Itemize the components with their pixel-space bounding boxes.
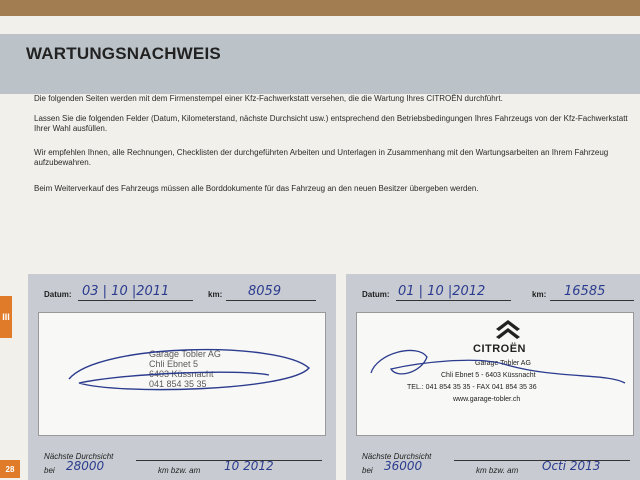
page-number: 28 bbox=[0, 460, 20, 478]
signature-scribble bbox=[39, 313, 325, 435]
km-value: 16585 bbox=[564, 284, 606, 299]
km-label: km: bbox=[208, 290, 223, 299]
date-value: 01 | 10 |2012 bbox=[398, 284, 486, 299]
paragraph-2: Lassen Sie die folgenden Felder (Datum, Kilometerstand, nächste Durchsicht usw.) entsprechend den Betriebsbedingungen Ihres Fahrzeugs von der Kfz-Fachwerkstatt Ihrer Wahl ausfüllen. bbox=[34, 114, 628, 133]
km-value: 8059 bbox=[248, 284, 282, 299]
km-label: km: bbox=[532, 290, 547, 299]
signature-scribble bbox=[357, 313, 633, 435]
next-date-value: 10 2012 bbox=[224, 459, 274, 473]
next-km-value: 28000 bbox=[66, 459, 105, 473]
paragraph-4: Beim Weiterverkauf des Fahrzeugs müssen alle Borddokumente für das Fahrzeug an den neuen Besitzer übergeben werden. bbox=[34, 184, 479, 193]
chapter-tab: III bbox=[0, 296, 12, 338]
stamp-line-3: TEL.: 041 854 35 35 - FAX 041 854 35 36 bbox=[407, 384, 537, 391]
stamp-area bbox=[356, 312, 634, 436]
stamp-line-1: Garage Tobler AG bbox=[475, 360, 531, 367]
stamp-line-2: Chli Ebnet 5 bbox=[149, 359, 199, 369]
km-bzw-label: km bzw. am bbox=[158, 466, 201, 475]
brand-name: CITROËN bbox=[473, 343, 526, 355]
date-line bbox=[78, 300, 193, 301]
km-line bbox=[226, 300, 316, 301]
manual-page bbox=[0, 16, 640, 480]
service-entry-2 bbox=[346, 274, 640, 480]
paragraph-1: Die folgenden Seiten werden mit dem Firmenstempel einer Kfz-Fachwerkstatt versehen, die die Wartung Ihres CITROËN durchführt. bbox=[34, 94, 503, 103]
bei-label: bei bbox=[44, 466, 55, 475]
bei-label: bei bbox=[362, 466, 373, 475]
stamp-line-1: Garage Tobler AG bbox=[149, 349, 221, 359]
section-header-band bbox=[0, 34, 640, 94]
stamp-area bbox=[38, 312, 326, 436]
date-label: Datum: bbox=[44, 290, 72, 299]
date-value: 03 | 10 |2011 bbox=[82, 284, 170, 299]
next-service-label: Nächste Durchsicht bbox=[44, 452, 114, 461]
stamp-line-2: Chli Ebnet 5 - 6403 Küssnacht bbox=[441, 372, 536, 379]
service-entry-1 bbox=[28, 274, 336, 480]
date-label: Datum: bbox=[362, 290, 390, 299]
stamp-line-4: www.garage-tobler.ch bbox=[453, 396, 521, 403]
section-title: WARTUNGSNACHWEIS bbox=[26, 44, 221, 63]
paragraph-3: Wir empfehlen Ihnen, alle Rechnungen, Checklisten der durchgeführten Arbeiten und Unterlagen in Zusammenhang mit den Wartungsarbeiten an Ihrem Fahrzeug aufzubewahren. bbox=[34, 148, 609, 167]
date-line bbox=[396, 300, 511, 301]
next-date-value: Octi 2013 bbox=[542, 459, 601, 473]
stamp-line-3: 6403 Küssnacht bbox=[149, 369, 214, 379]
next-service-label: Nächste Durchsicht bbox=[362, 452, 432, 461]
km-line bbox=[550, 300, 634, 301]
km-bzw-label: km bzw. am bbox=[476, 466, 519, 475]
stamp-line-4: 041 854 35 35 bbox=[149, 379, 207, 389]
next-km-value: 36000 bbox=[384, 459, 423, 473]
